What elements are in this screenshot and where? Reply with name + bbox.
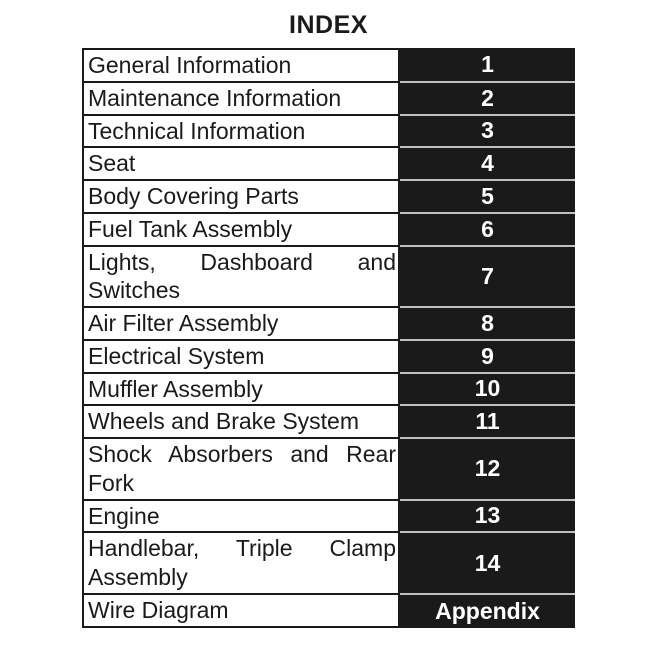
row-label: Lights, Dashboard and Switches	[82, 247, 400, 309]
table-row	[82, 83, 575, 116]
table-row	[82, 595, 575, 628]
table-row	[82, 247, 575, 309]
table-row	[82, 533, 575, 595]
row-page-number: 12	[400, 439, 575, 501]
row-page-number: 10	[400, 374, 575, 407]
table-row	[82, 439, 575, 501]
table-row	[82, 48, 575, 83]
row-page-number: 1	[400, 48, 575, 83]
row-label: Wire Diagram	[82, 595, 400, 628]
row-label: Maintenance Information	[82, 83, 400, 116]
row-page-number: 3	[400, 116, 575, 149]
table-row	[82, 308, 575, 341]
index-table	[82, 48, 575, 628]
row-page-number: 14	[400, 533, 575, 595]
row-page-number: 2	[400, 83, 575, 116]
row-label: Muffler Assembly	[82, 374, 400, 407]
row-page-number: 5	[400, 181, 575, 214]
row-label: Body Covering Parts	[82, 181, 400, 214]
table-row	[82, 374, 575, 407]
row-label: Fuel Tank Assembly	[82, 214, 400, 247]
row-page-number: 13	[400, 501, 575, 534]
row-label: Handlebar, Triple Clamp Assembly	[82, 533, 400, 595]
row-page-number: Appendix	[400, 595, 575, 628]
row-label: Seat	[82, 148, 400, 181]
row-page-number: 11	[400, 406, 575, 439]
row-label: Shock Absorbers and Rear Fork	[82, 439, 400, 501]
row-page-number: 4	[400, 148, 575, 181]
table-row	[82, 214, 575, 247]
row-label: General Information	[82, 48, 400, 83]
row-label: Wheels and Brake System	[82, 406, 400, 439]
page-title: INDEX	[289, 11, 368, 39]
table-row	[82, 116, 575, 149]
table-row	[82, 181, 575, 214]
table-row	[82, 406, 575, 439]
row-label: Air Filter Assembly	[82, 308, 400, 341]
row-label: Engine	[82, 501, 400, 534]
table-row	[82, 501, 575, 534]
row-page-number: 7	[400, 247, 575, 309]
row-label: Technical Information	[82, 116, 400, 149]
table-row	[82, 341, 575, 374]
row-label: Electrical System	[82, 341, 400, 374]
row-page-number: 8	[400, 308, 575, 341]
row-page-number: 6	[400, 214, 575, 247]
row-page-number: 9	[400, 341, 575, 374]
table-row	[82, 148, 575, 181]
